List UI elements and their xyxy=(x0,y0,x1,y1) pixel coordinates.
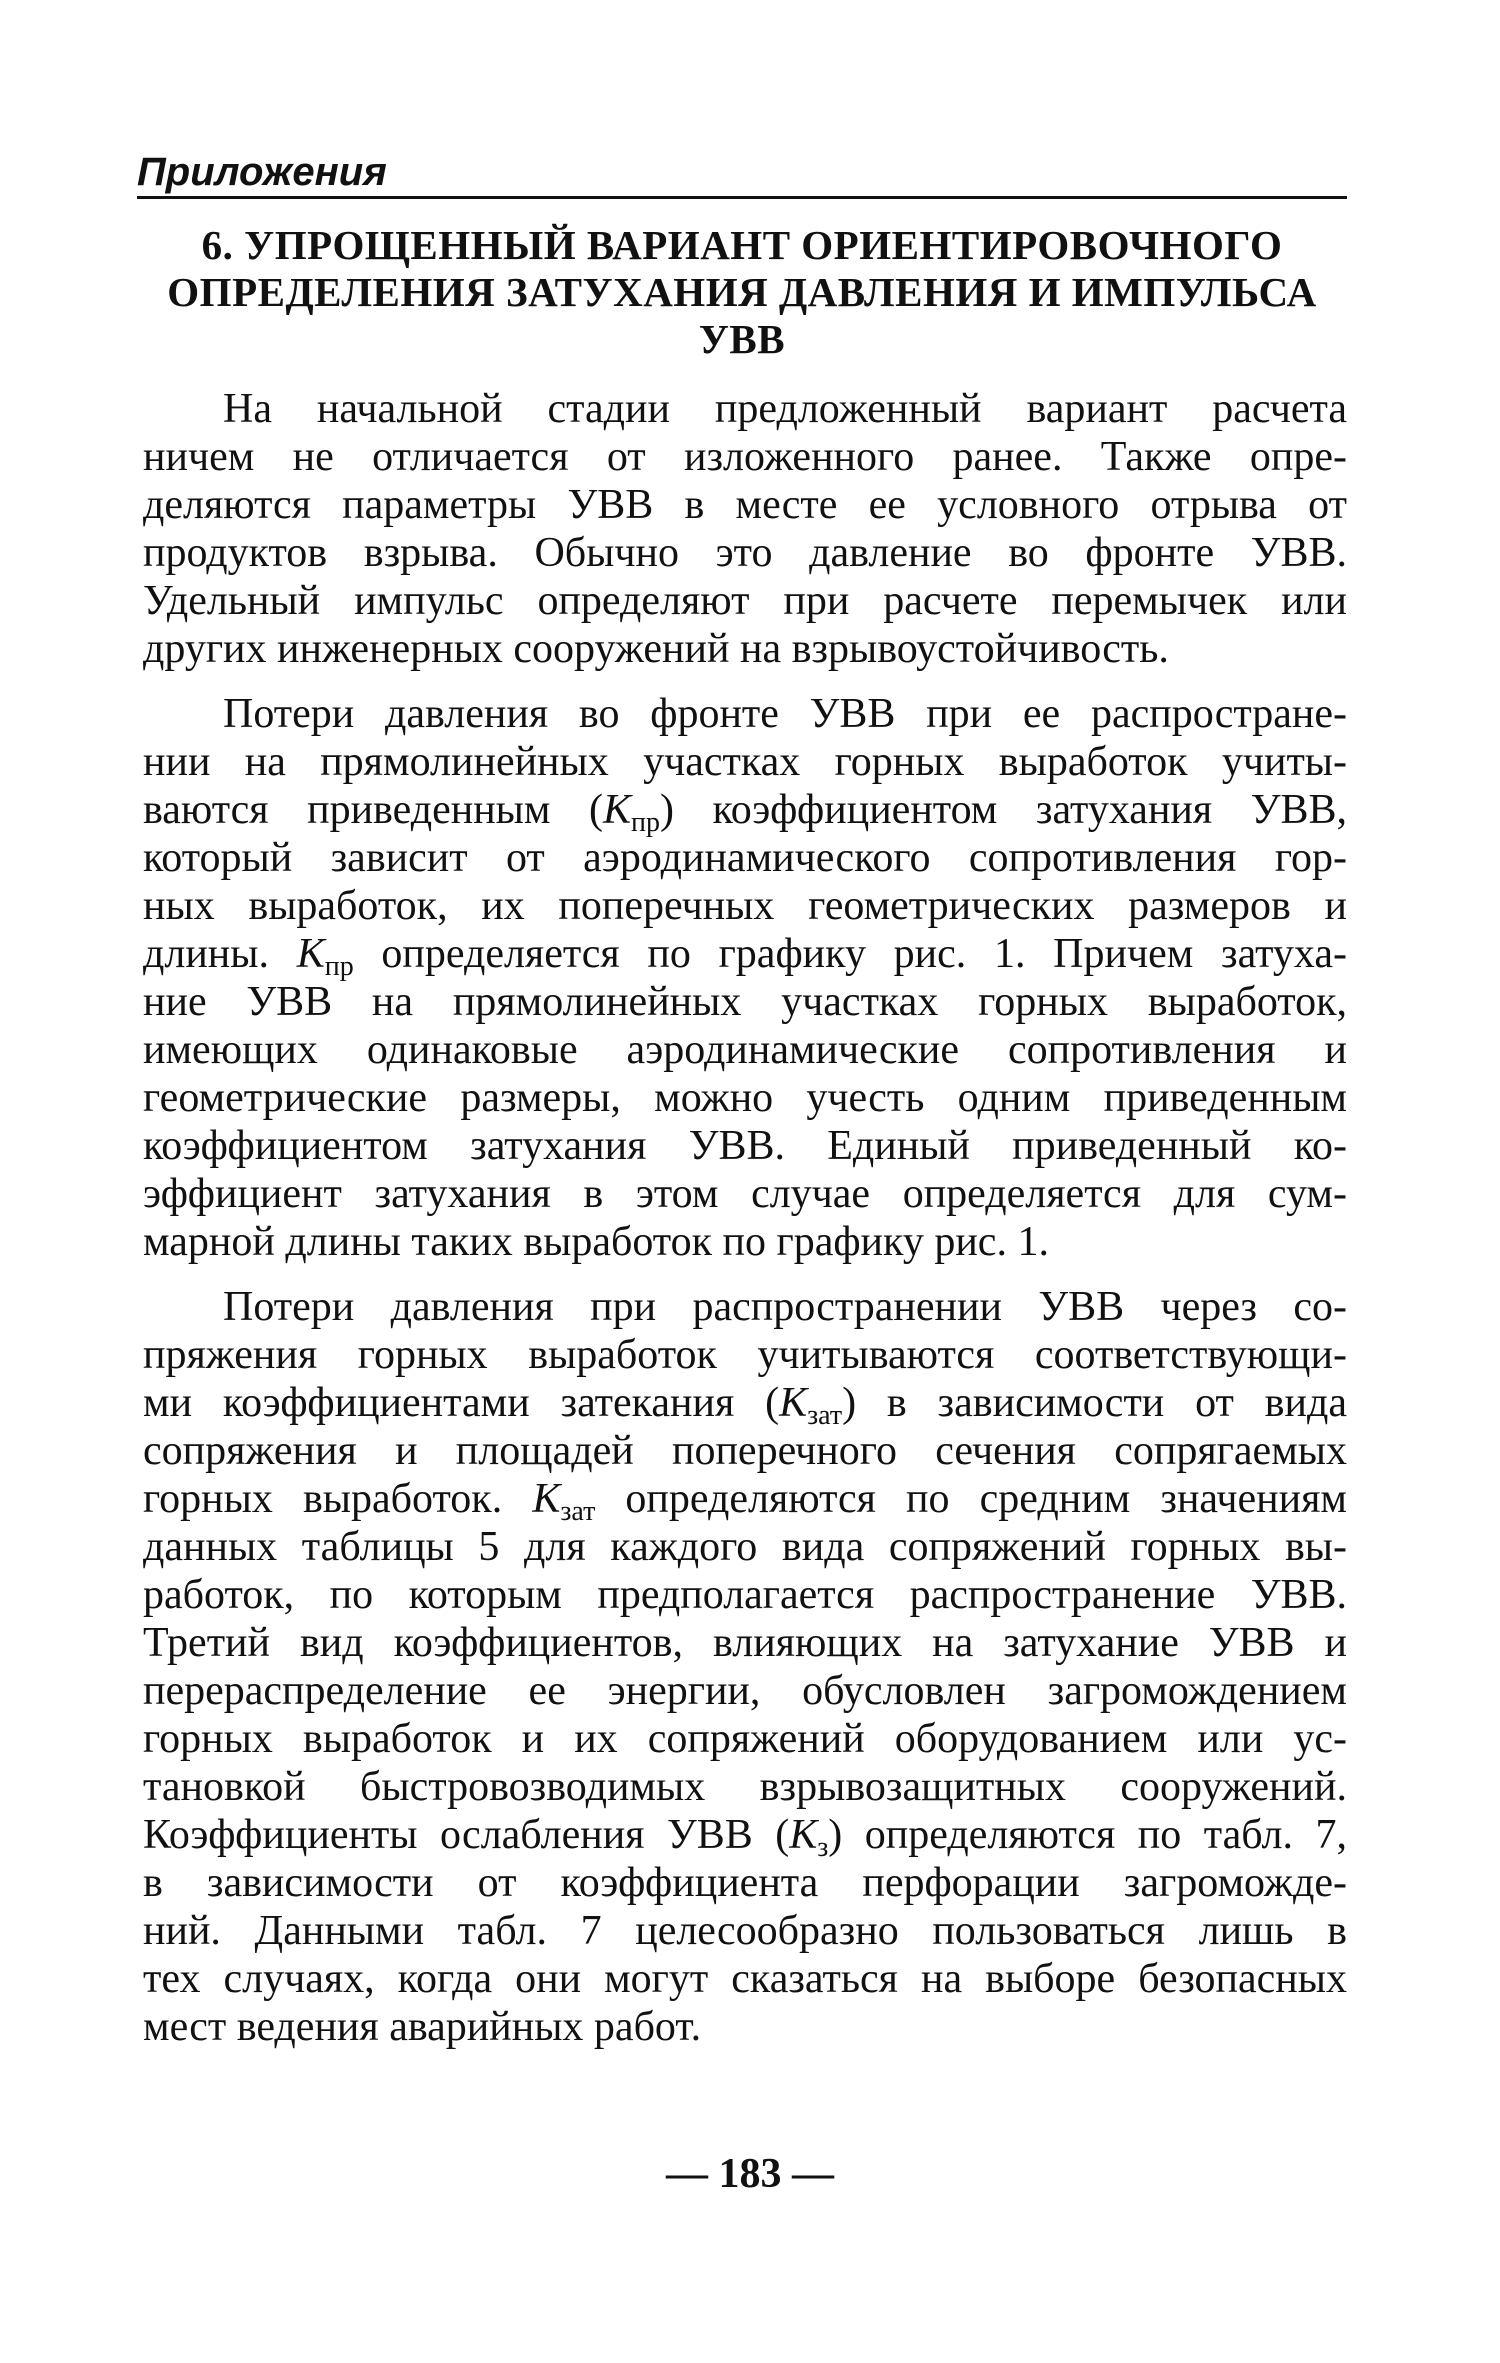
text-line xyxy=(143,1475,1347,1527)
paragraph-1 xyxy=(143,385,1347,673)
text-line: продуктов взрыва. Обычно это давление во фронте УВВ. xyxy=(143,530,1347,576)
text-fragment: ) коэффициентом затухания УВВ, xyxy=(660,787,1347,833)
running-header: Приложения xyxy=(137,150,387,194)
text-line: нии на прямолинейных участках горных выработок учиты- xyxy=(143,739,1347,785)
subscript-zat: зат xyxy=(560,1496,596,1527)
section-title-line: УВВ xyxy=(698,316,786,362)
text-line: Потери давления во фронте УВВ при ее распростране- xyxy=(223,691,1347,737)
text-line: который зависит от аэродинамического сопротивления гор- xyxy=(143,835,1347,881)
paragraph-3 xyxy=(143,1283,1347,2051)
text-line: марной длины таких выработок по графику рис. 1. xyxy=(143,1219,1049,1265)
text-line: данных таблицы 5 для каждого вида сопряжений горных вы- xyxy=(143,1524,1347,1570)
text-line xyxy=(143,930,1347,982)
symbol-k: K xyxy=(789,1812,818,1858)
section-title-line: ОПРЕДЕЛЕНИЯ ЗАТУХАНИЯ ДАВЛЕНИЯ И ИМПУЛЬСА xyxy=(167,269,1317,315)
subscript-zat: зат xyxy=(807,1400,843,1431)
text-line: На начальной стадии предложенный вариант расчета xyxy=(223,386,1347,432)
text-line: мест ведения аварийных работ. xyxy=(143,2004,702,2050)
symbol-k: K xyxy=(296,931,325,977)
text-line xyxy=(143,1811,1347,1863)
text-line: геометрические размеры, можно учесть одним приведенным xyxy=(143,1075,1347,1121)
text-line: Третий вид коэффициентов, влияющих на затухание УВВ и xyxy=(143,1620,1347,1666)
text-line: в зависимости от коэффициента перфорации загроможде- xyxy=(143,1860,1347,1906)
text-line: Потери давления при распространении УВВ через со- xyxy=(223,1284,1347,1330)
text-fragment: определяются по средним значениям xyxy=(595,1476,1347,1522)
text-fragment: длины. xyxy=(143,931,297,977)
text-fragment: ваются приведенным ( xyxy=(143,787,603,833)
text-line: сопряжения и площадей поперечного сечения сопрягаемых xyxy=(143,1428,1347,1474)
text-fragment: определяется по графику рис. 1. Причем затуха- xyxy=(353,931,1347,977)
text-line: тех случаях, когда они могут сказаться на выборе безопасных xyxy=(143,1956,1347,2002)
text-line xyxy=(143,786,1347,838)
text-line: горных выработок и их сопряжений оборудованием или ус- xyxy=(143,1716,1347,1762)
symbol-k: K xyxy=(603,787,632,833)
text-fragment: Коэффициенты ослабления УВВ ( xyxy=(143,1812,790,1858)
body-text xyxy=(143,385,1347,2068)
text-line: других инженерных сооружений на взрывоустойчивость. xyxy=(143,626,1169,672)
text-line: пряжения горных выработок учитываются соответствующи- xyxy=(143,1332,1347,1378)
text-fragment: ) в зависимости от вида xyxy=(842,1380,1347,1426)
text-line xyxy=(143,1379,1347,1431)
text-fragment: ми коэффициентами затекания ( xyxy=(143,1380,780,1426)
text-line: ние УВВ на прямолинейных участках горных выработок, xyxy=(143,979,1347,1025)
text-line: коэффициентом затухания УВВ. Единый приведенный ко- xyxy=(143,1123,1347,1169)
subscript-pr: пр xyxy=(631,807,660,838)
text-line: ничем не отличается от изложенного ранее. Также опре- xyxy=(143,434,1347,480)
text-line: работок, по которым предполагается распространение УВВ. xyxy=(143,1572,1347,1618)
text-line: имеющих одинаковые аэродинамические сопротивления и xyxy=(143,1027,1347,1073)
subscript-z: з xyxy=(817,1832,829,1863)
paragraph-2 xyxy=(143,690,1347,1266)
subscript-pr: пр xyxy=(324,951,354,982)
section-title xyxy=(137,222,1347,363)
section-title-line: 6. УПРОЩЕННЫЙ ВАРИАНТ ОРИЕНТИРОВОЧНОГО xyxy=(201,222,1283,268)
text-fragment: горных выработок. xyxy=(143,1476,533,1522)
text-line: деляются параметры УВВ в месте ее условного отрыва от xyxy=(143,482,1347,528)
header-rule xyxy=(137,196,1347,199)
symbol-k: K xyxy=(779,1380,808,1426)
page-number: — 183 — xyxy=(666,2151,834,2197)
text-line: эффициент затухания в этом случае определяется для сум- xyxy=(143,1171,1347,1217)
text-line: Удельный импульс определяют при расчете перемычек или xyxy=(143,578,1347,624)
text-line: ных выработок, их поперечных геометрических размеров и xyxy=(143,883,1347,929)
text-line: тановкой быстровозводимых взрывозащитных сооружений. xyxy=(143,1764,1347,1810)
symbol-k: K xyxy=(532,1476,561,1522)
text-line: перераспределение ее энергии, обусловлен загромождением xyxy=(143,1668,1347,1714)
text-fragment: ) определяются по табл. 7, xyxy=(828,1812,1347,1858)
text-line: ний. Данными табл. 7 целесообразно пользоваться лишь в xyxy=(143,1908,1347,1954)
